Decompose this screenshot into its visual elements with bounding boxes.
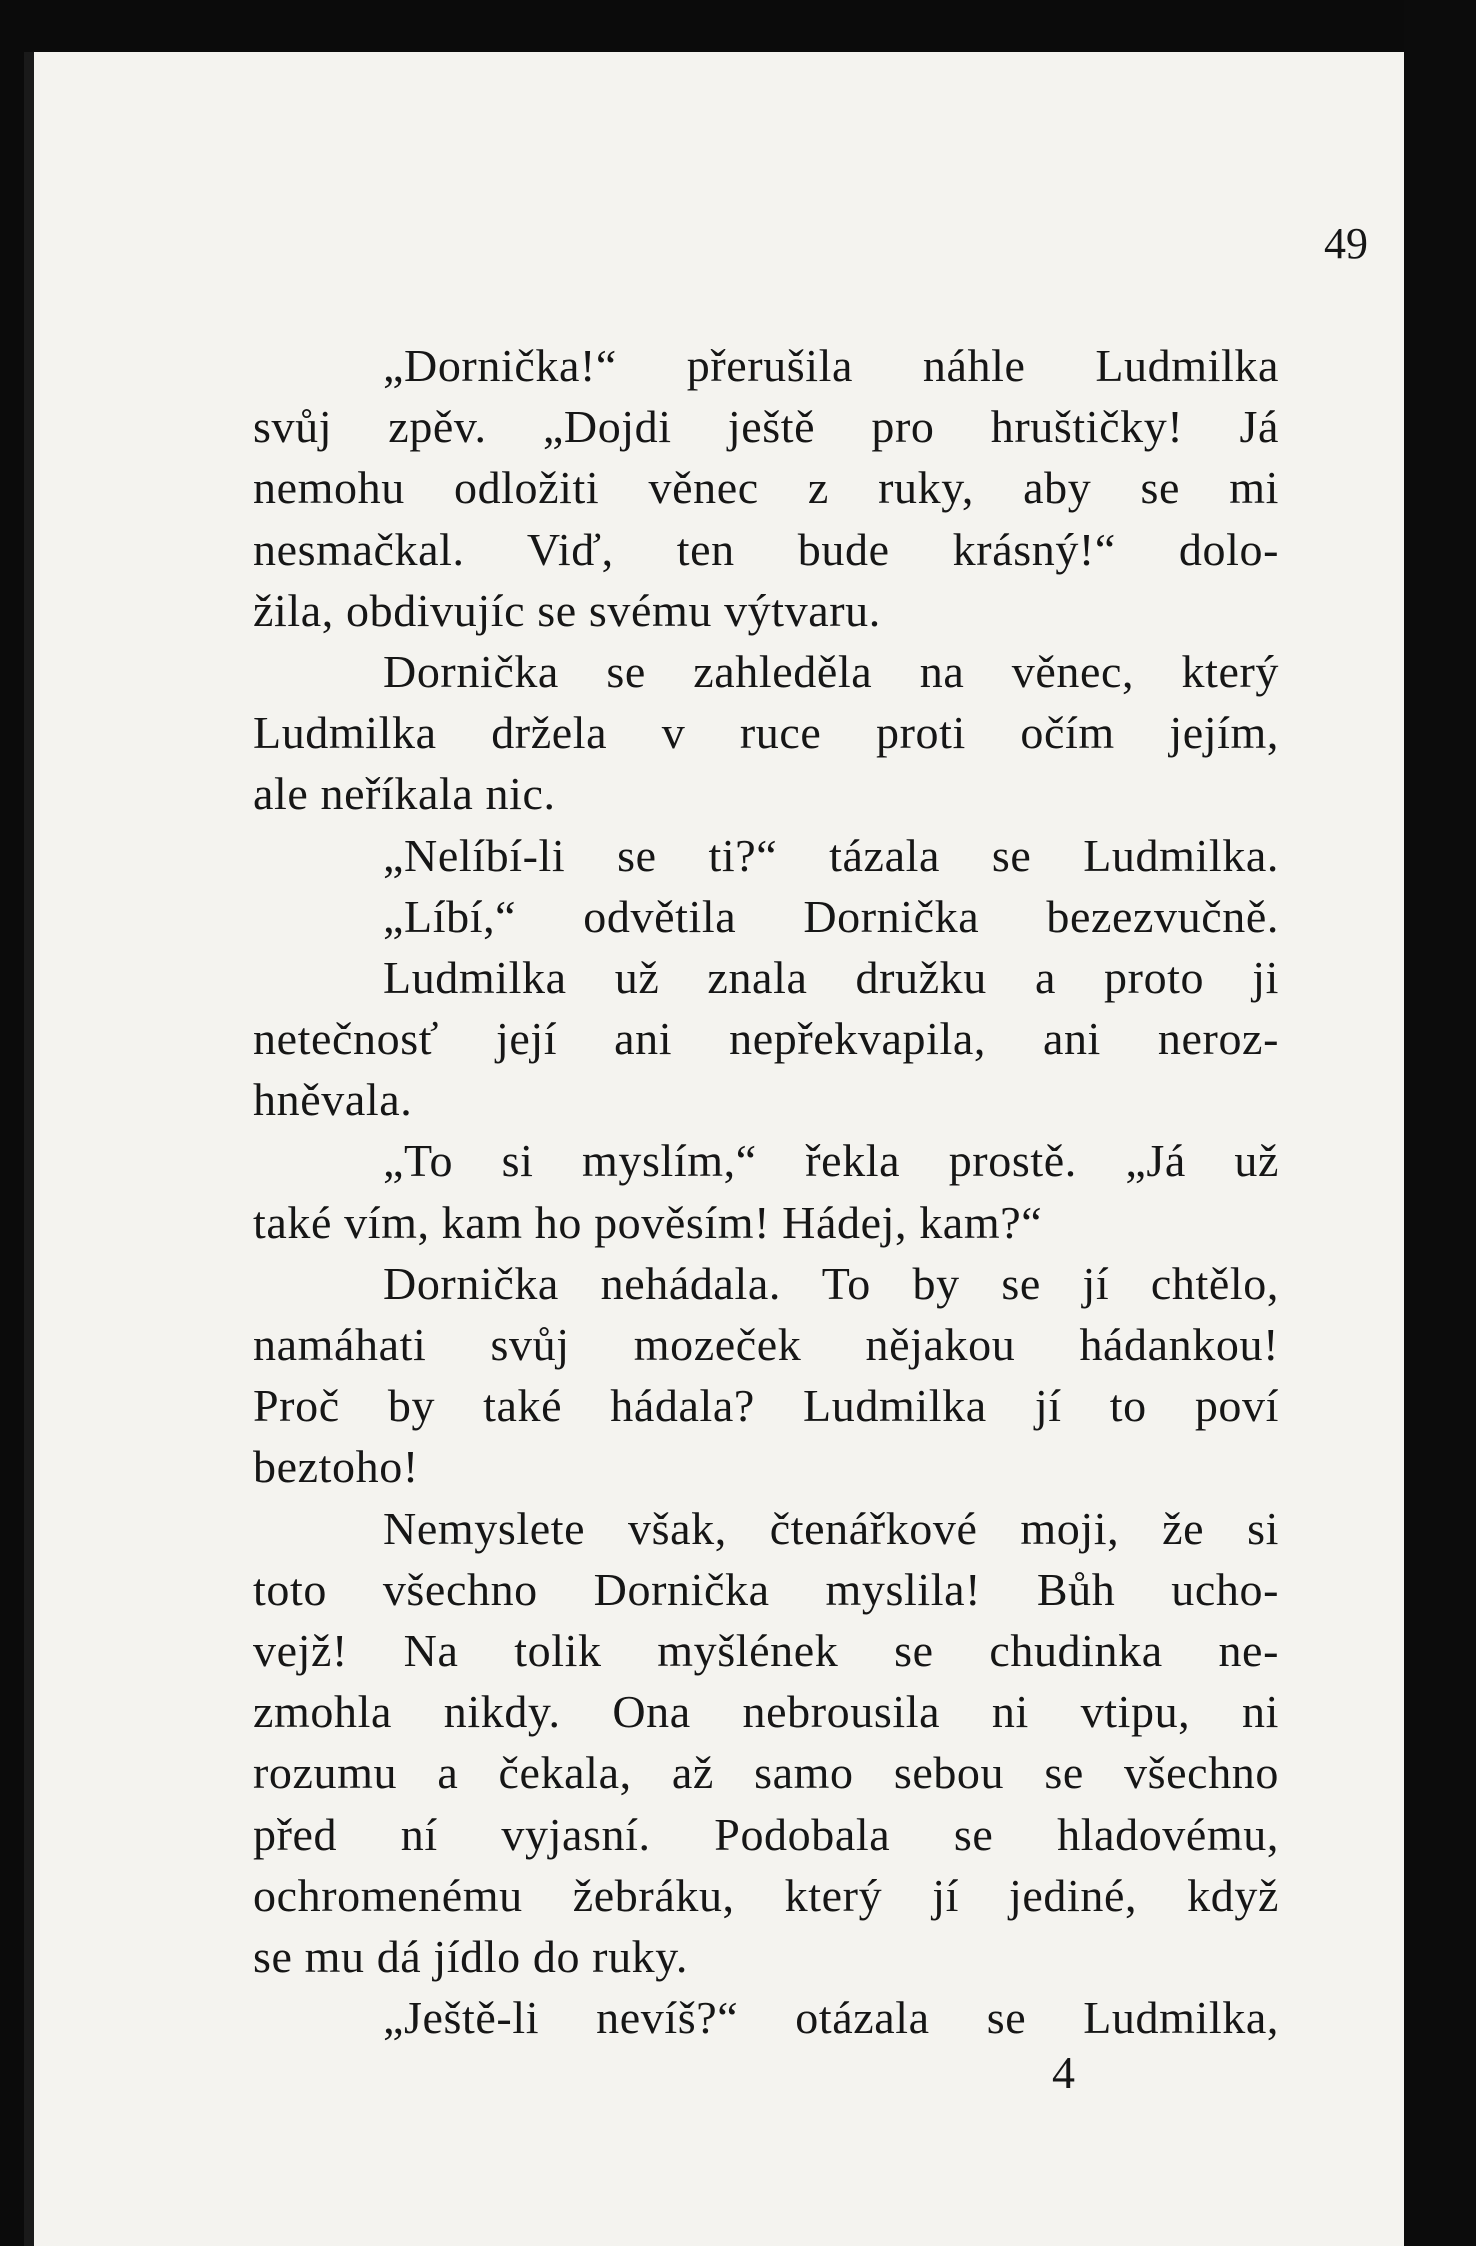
text-line: „Dornička!“ přerušila náhle Ludmilka bbox=[383, 340, 1279, 391]
page-number: 49 bbox=[1324, 219, 1368, 268]
text-line: Ludmilka držela v ruce proti očím jejím, bbox=[253, 707, 1279, 759]
text-line: se mu dá jídlo do ruky. bbox=[253, 1930, 688, 1982]
text-line: Nemyslete však, čtenářkové moji, že si bbox=[383, 1502, 1279, 1554]
text-line: Ludmilka už znala družku a proto ji bbox=[383, 951, 1279, 1003]
page-gutter-shadow bbox=[24, 52, 34, 2246]
text-line: svůj zpěv. „Dojdi ještě pro hruštičky! Já bbox=[253, 401, 1279, 453]
text-line: Dornička nehádala. To by se jí chtělo, bbox=[383, 1257, 1279, 1309]
text-line: „Nelíbí-li se ti?“ tázala se Ludmilka. bbox=[383, 829, 1279, 881]
text-line: beztoho! bbox=[253, 1441, 419, 1493]
text-line: nesmačkal. Viď, ten bude krásný!“ dolo- bbox=[253, 523, 1279, 575]
text-line: také vím, kam ho pověsím! Hádej, kam?“ bbox=[253, 1196, 1043, 1248]
text-line: hněvala. bbox=[253, 1074, 413, 1126]
text-line: namáhati svůj mozeček nějakou hádankou! bbox=[253, 1319, 1279, 1370]
text-line: „To si myslím,“ řekla prostě. „Já už bbox=[383, 1135, 1279, 1187]
signature-mark: 4 bbox=[1052, 2047, 1075, 2098]
body-text bbox=[253, 335, 1279, 2048]
text-line: Dornička se zahleděla na věnec, který bbox=[383, 645, 1279, 697]
text-line: rozumu a čekala, až samo sebou se všechno bbox=[253, 1747, 1279, 1799]
text-line: před ní vyjasní. Podobala se hladovému, bbox=[253, 1808, 1279, 1860]
text-line: „Ještě-li nevíš?“ otázala se Ludmilka, bbox=[383, 1992, 1279, 2044]
text-line: Proč by také hádala? Ludmilka jí to poví bbox=[253, 1380, 1279, 1432]
text-line: „Líbí,“ odvětila Dornička bezezvučně. bbox=[383, 890, 1279, 942]
text-line: ale neříkala nic. bbox=[253, 768, 556, 820]
text-line: toto všechno Dornička myslila! Bůh ucho- bbox=[253, 1563, 1279, 1615]
page-edge-shadow bbox=[1404, 0, 1476, 2246]
text-line: žila, obdivujíc se svému výtvaru. bbox=[253, 584, 881, 636]
text-line: netečnosť její ani nepřekvapila, ani neroz- bbox=[253, 1013, 1279, 1065]
text-line: nemohu odložiti věnec z ruky, aby se mi bbox=[253, 462, 1279, 514]
text-line: zmohla nikdy. Ona nebrousila ni vtipu, ni bbox=[253, 1686, 1279, 1738]
text-line: vejž! Na tolik myšlének se chudinka ne- bbox=[253, 1624, 1279, 1676]
text-line: ochromenému žebráku, který jí jediné, když bbox=[253, 1869, 1279, 1921]
